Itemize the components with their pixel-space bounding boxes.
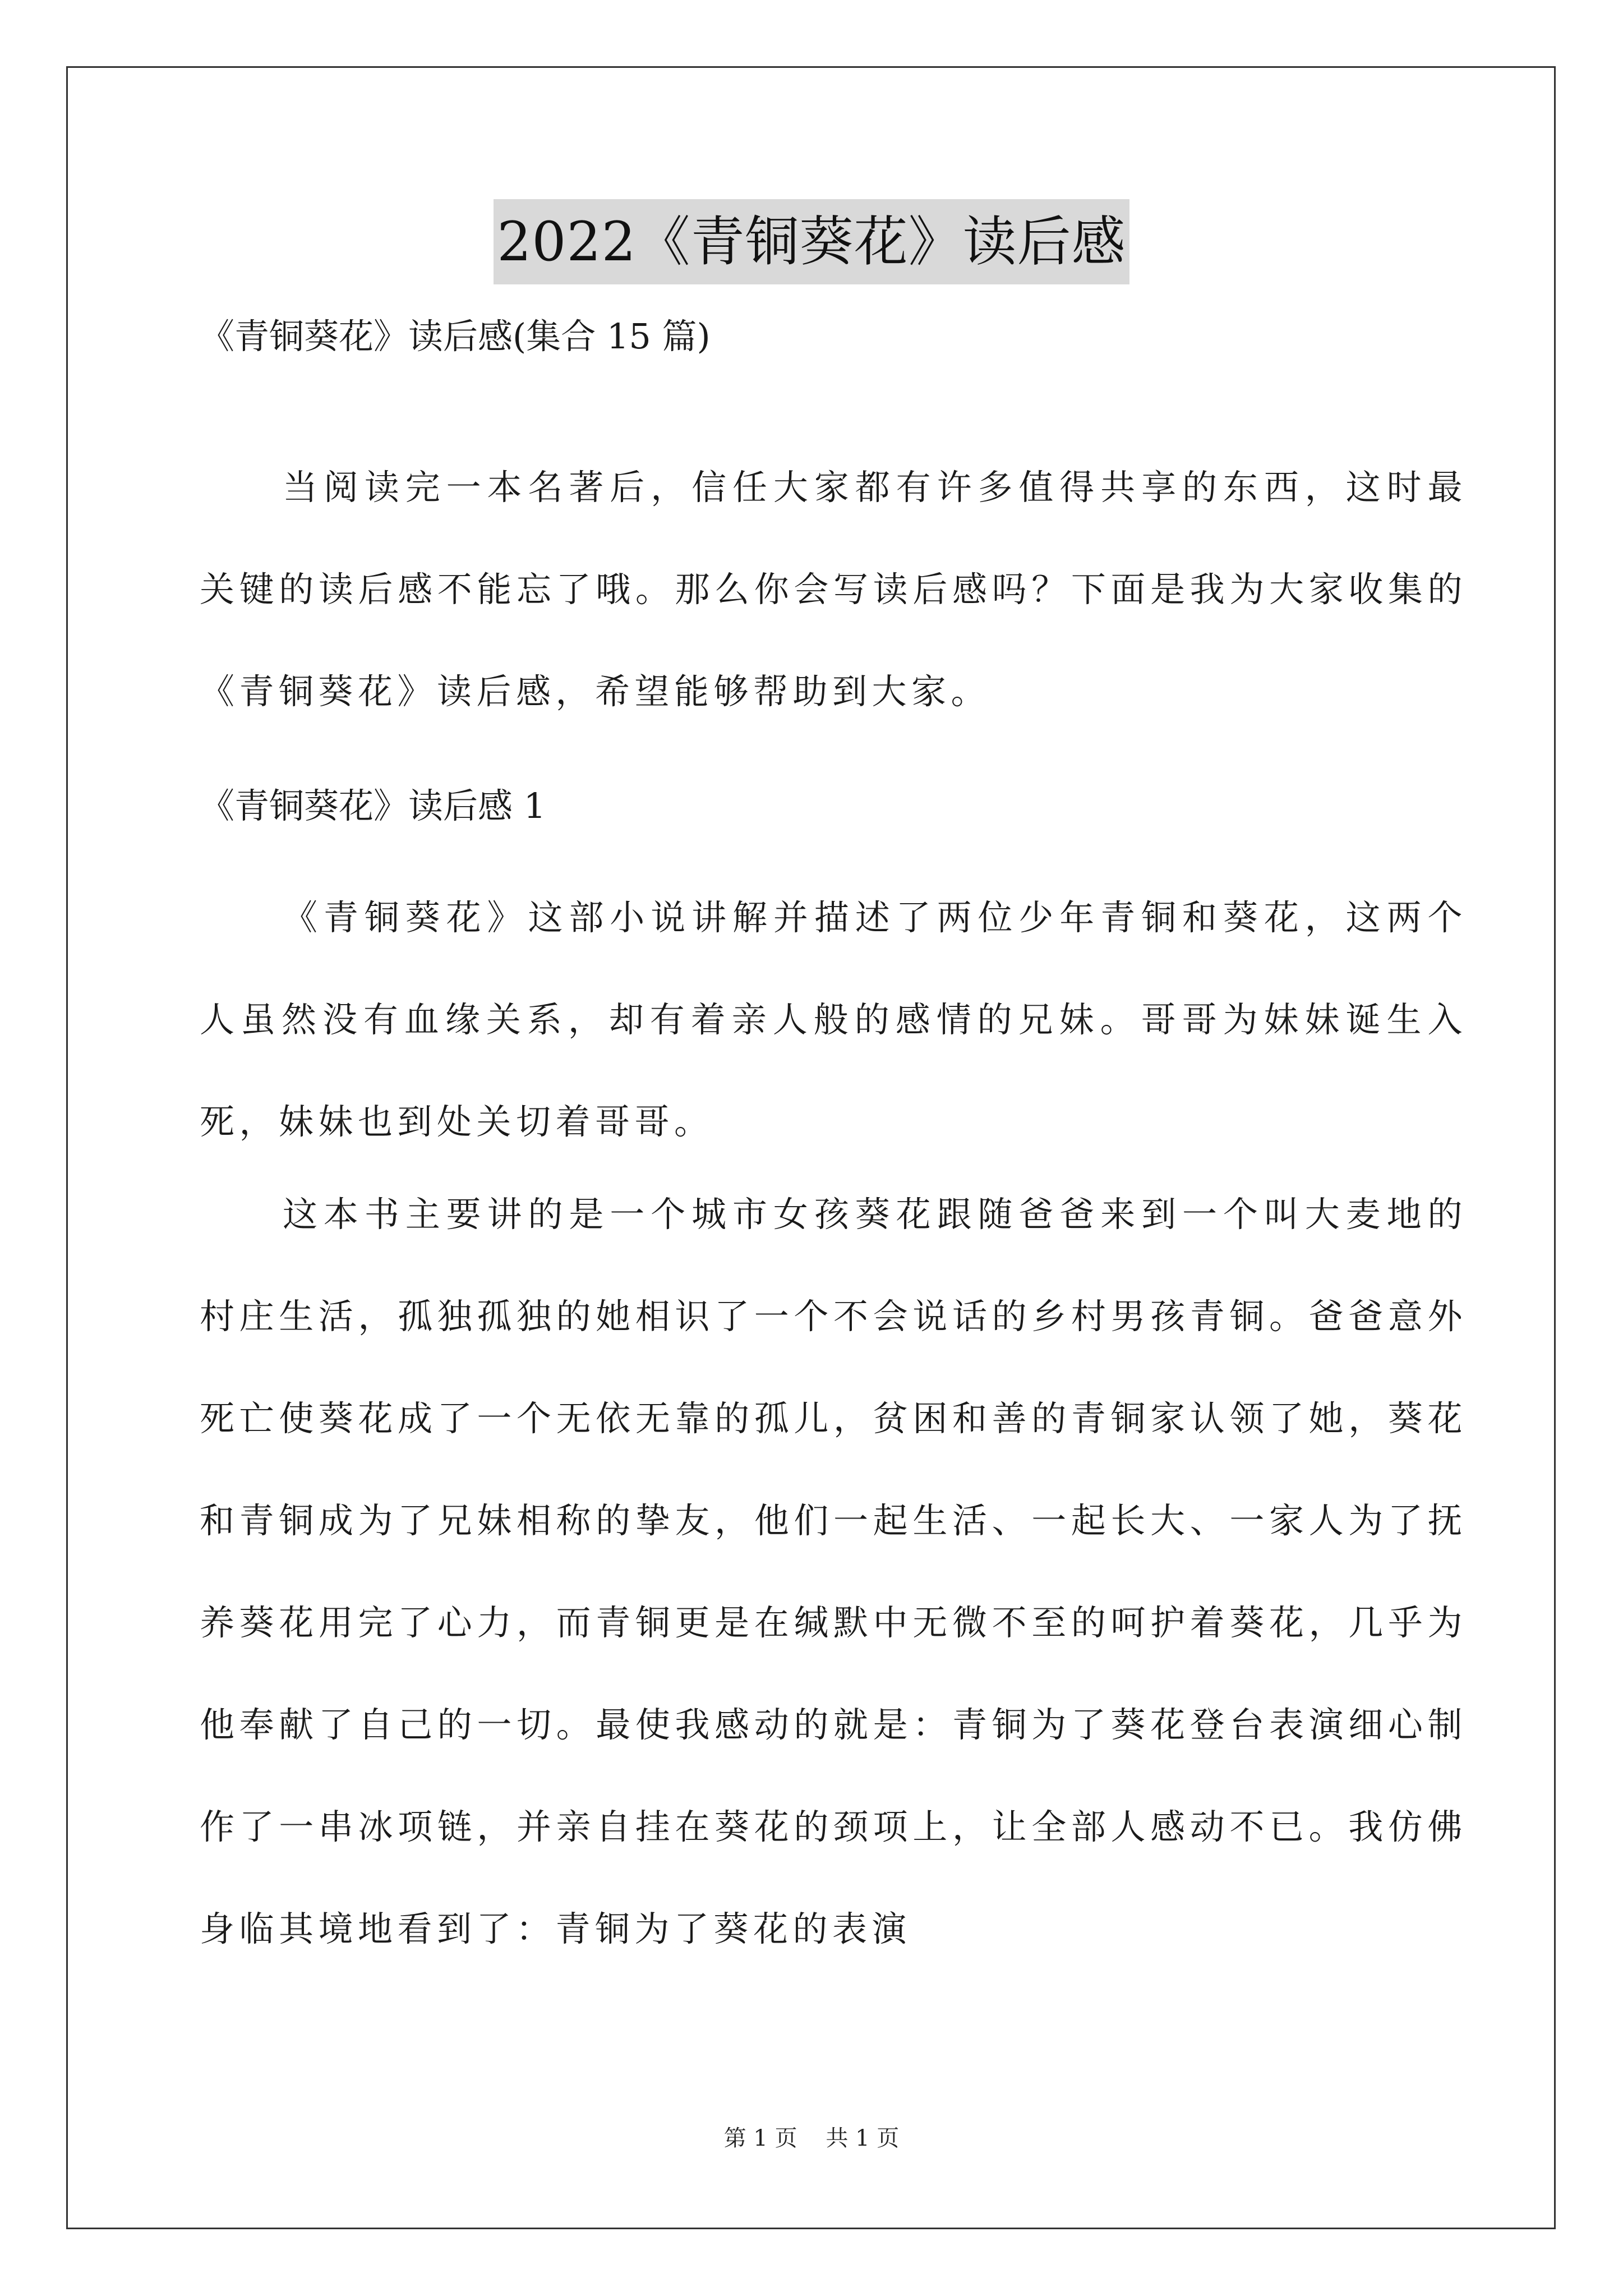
page-footer: 第 1 页 共 1 页 — [723, 2125, 900, 2151]
section-heading: 《青铜葵花》读后感 1 — [200, 785, 546, 826]
document-title: 2022《青铜葵花》读后感 — [494, 199, 1129, 284]
title-container — [0, 199, 1623, 284]
intro-paragraph: 当阅读完一本名著后，信任大家都有许多值得共享的东西，这时最关键的读后感不能忘了哦。那么你会写读后感吗？下面是我为大家收集的《青铜葵花》读后感，希望能够帮助到大家。 — [200, 467, 1467, 712]
section-paragraph-1: 《青铜葵花》这部小说讲解并描述了两位少年青铜和葵花，这两个人虽然没有血缘关系，却有着亲人般的感情的兄妹。哥哥为妹妹诞生入死，妹妹也到处关切着哥哥。 — [200, 897, 1467, 1142]
section-paragraph-2: 这本书主要讲的是一个城市女孩葵花跟随爸爸来到一个叫大麦地的村庄生活，孤独孤独的她相识了一个不会说话的乡村男孩青铜。爸爸意外死亡使葵花成了一个无依无靠的孤儿，贫困和善的青铜家认领了她，葵花和青铜成为了兄妹相称的挚友，他们一起生活、一起长大、一家人为了抚养葵花用完了心力，而青铜更是在缄默中无微不至的呵护着葵花，几乎为他奉献了自己的一切。最使我感动的就是：青铜为了葵花登台表演细心制作了一串冰项链，并亲自挂在葵花的颈项上，让全部人感动不已。我仿佛身临其境地看到了：青铜为了葵花的表演 — [200, 1194, 1467, 1949]
document-subtitle: 《青铜葵花》读后感(集合 15 篇) — [200, 316, 711, 357]
